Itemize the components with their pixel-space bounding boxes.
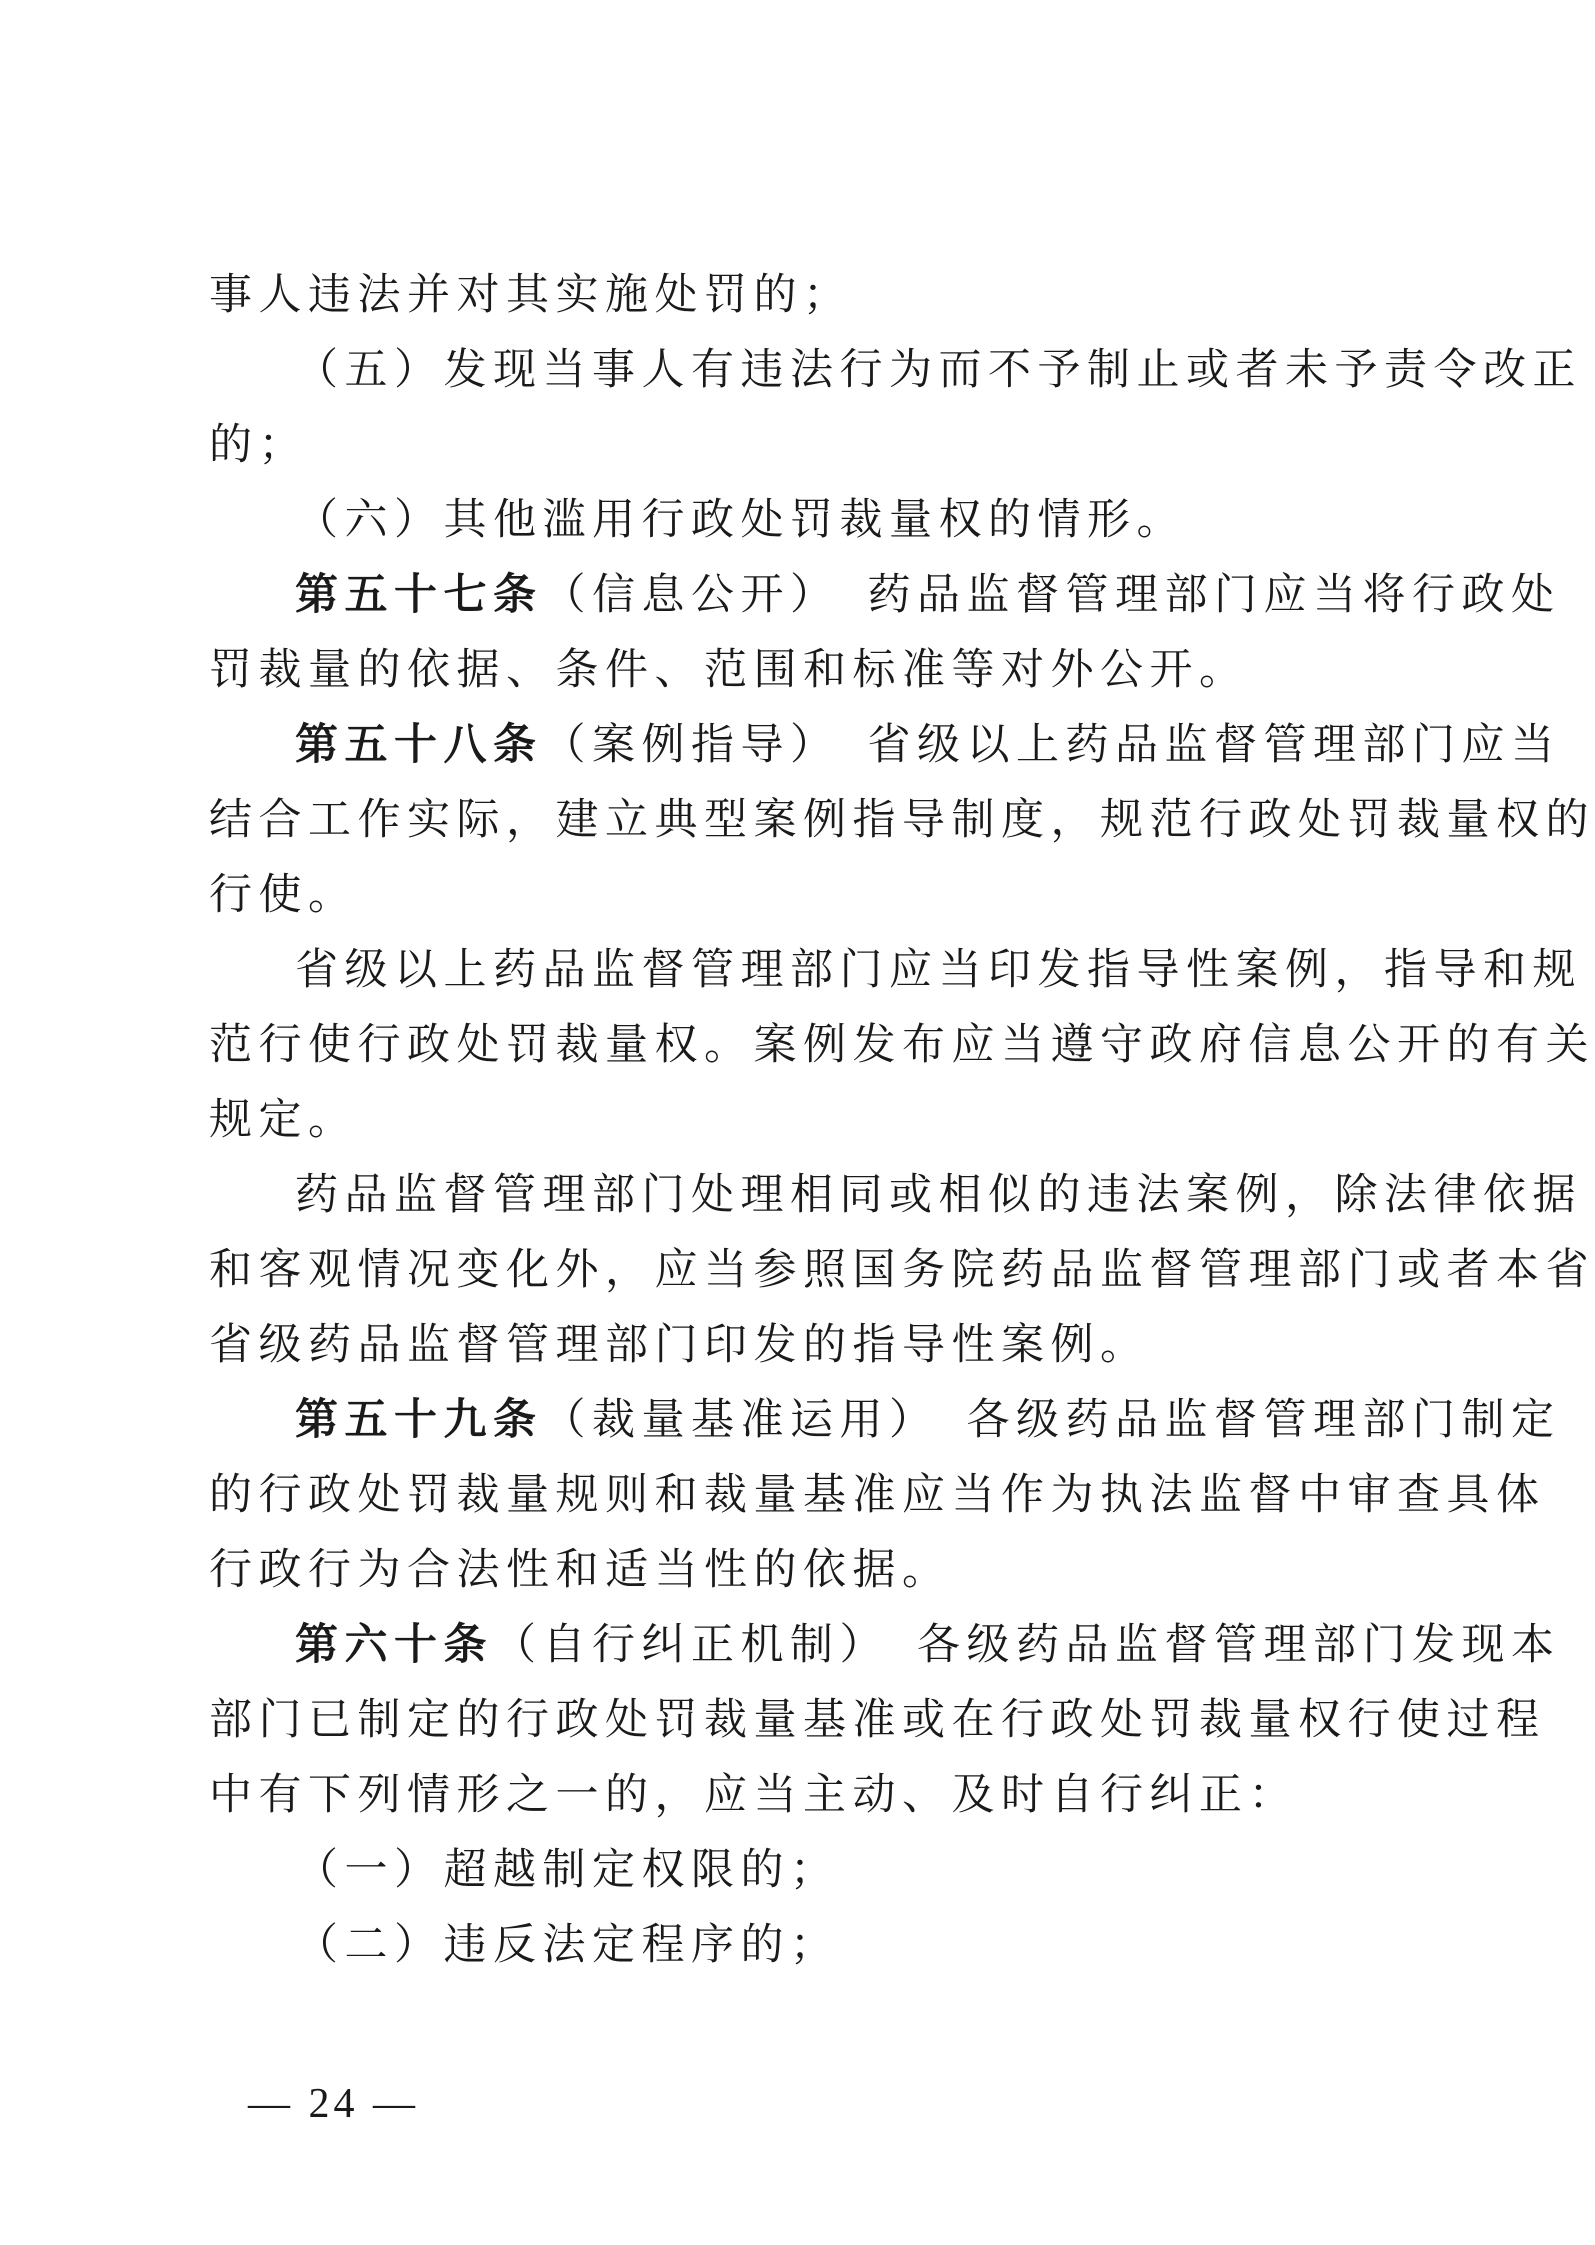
- article-57-line: [209, 558, 1561, 633]
- text-line: 范行使行政处罚裁量权。案例发布应当遵守政府信息公开的有关: [209, 1020, 1595, 1070]
- text-line: 中有下列情形之一的，应当主动、及时自行纠正：: [209, 1770, 1298, 1820]
- text-line: 结合工作实际，建立典型案例指导制度，规范行政处罚裁量权的: [209, 795, 1595, 845]
- article-59-line: [209, 1383, 1561, 1458]
- article-60-text: （自行纠正机制） 各级药品监督管理部门发现本: [493, 1620, 1561, 1670]
- text-line: 罚裁量的依据、条件、范围和标准等对外公开。: [209, 645, 1249, 695]
- text-line: 规定。: [209, 1095, 358, 1145]
- text-line: （二）违反法定程序的；: [295, 1920, 840, 1970]
- text-line: 的行政处罚裁量规则和裁量基准应当作为执法监督中审查具体: [209, 1470, 1546, 1520]
- text-line: （五）发现当事人有违法行为而不予制止或者未予责令改正: [295, 345, 1582, 395]
- article-58-title: 第五十八条: [295, 720, 543, 770]
- text-line: 省级药品监督管理部门印发的指导性案例。: [209, 1320, 1150, 1370]
- text-line: 部门已制定的行政处罚裁量基准或在行政处罚裁量权行使过程: [209, 1695, 1546, 1745]
- article-57-title: 第五十七条: [295, 570, 543, 620]
- text-line: （六）其他滥用行政处罚裁量权的情形。: [295, 495, 1186, 545]
- text-line: 省级以上药品监督管理部门应当印发指导性案例，指导和规: [295, 945, 1582, 995]
- article-59-text: （裁量基准运用） 各级药品监督管理部门制定: [542, 1395, 1561, 1445]
- text-line: （一）超越制定权限的；: [295, 1845, 840, 1895]
- text-line: 事人违法并对其实施处罚的；: [209, 270, 853, 320]
- text-line: 药品监督管理部门处理相同或相似的违法案例，除法律依据: [295, 1170, 1582, 1220]
- page-number: — 24 —: [248, 2081, 419, 2127]
- text-line: 的；: [209, 420, 308, 470]
- article-57-text: （信息公开） 药品监督管理部门应当将行政处: [542, 570, 1561, 620]
- text-line: 和客观情况变化外，应当参照国务院药品监督管理部门或者本省: [209, 1245, 1595, 1295]
- text-line: 行政行为合法性和适当性的依据。: [209, 1545, 952, 1595]
- article-58-text: （案例指导） 省级以上药品监督管理部门应当: [542, 720, 1561, 770]
- article-60-line: [209, 1608, 1561, 1683]
- article-60-title: 第六十条: [295, 1620, 493, 1670]
- document-body: [209, 258, 1595, 1983]
- article-58-line: [209, 708, 1561, 783]
- article-59-title: 第五十九条: [295, 1395, 543, 1445]
- text-line: 行使。: [209, 870, 358, 920]
